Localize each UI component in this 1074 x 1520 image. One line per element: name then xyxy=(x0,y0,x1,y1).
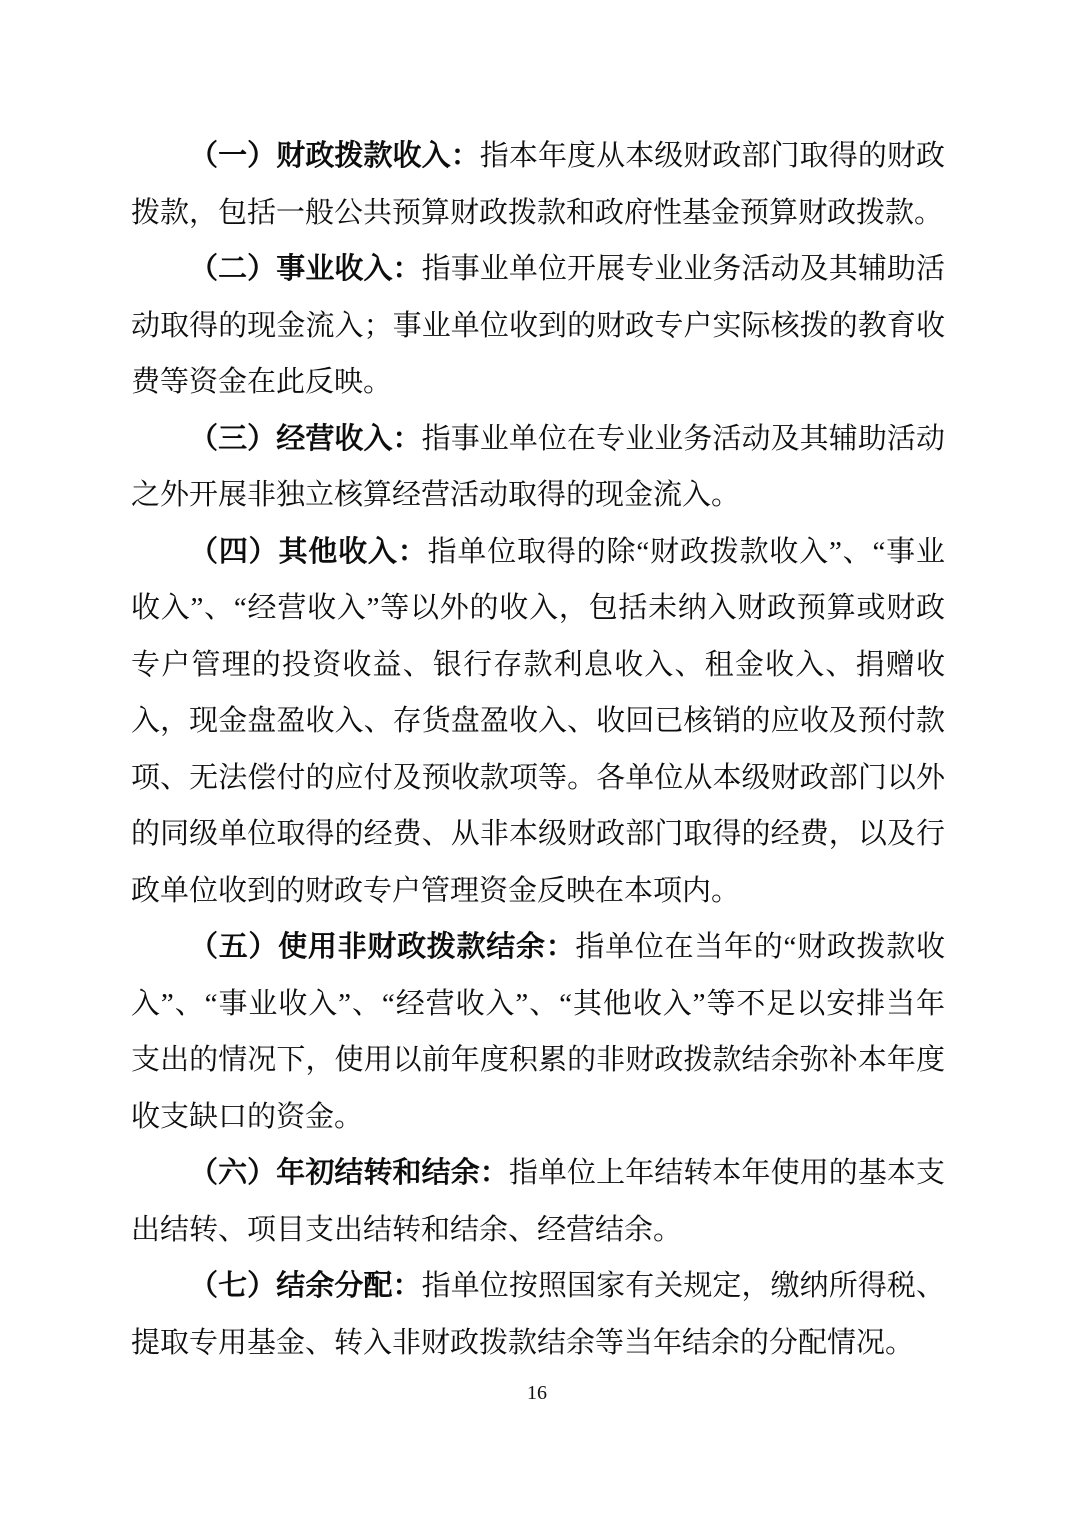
paragraph-4 xyxy=(131,524,945,920)
paragraph-text: 指事业单位开展专业业务活动及其辅助活动取得的现金流入；事业单位收到的财政专户实际核拨的教育收费等资金在此反映。 xyxy=(131,253,945,398)
paragraph-term: （七）结余分配： xyxy=(189,1270,422,1302)
paragraph-1 xyxy=(131,128,945,241)
paragraph-text: 指事业单位在专业业务活动及其辅助活动之外开展非独立核算经营活动取得的现金流入。 xyxy=(131,422,945,511)
paragraph-term: （一）财政拨款收入： xyxy=(189,140,480,172)
paragraph-6 xyxy=(131,1145,945,1258)
paragraph-text: 指单位按照国家有关规定，缴纳所得税、提取专用基金、转入非财政拨款结余等当年结余的分配情况。 xyxy=(131,1270,945,1359)
paragraph-text: 指本年度从本级财政部门取得的财政拨款，包括一般公共预算财政拨款和政府性基金预算财政拨款。 xyxy=(131,140,945,229)
paragraph-5 xyxy=(131,919,945,1145)
paragraph-term: （六）年初结转和结余： xyxy=(189,1157,509,1189)
paragraph-2 xyxy=(131,241,945,411)
paragraph-text: 指单位在当年的“财政拨款收入”、“事业收入”、“经营收入”、“其他收入”等不足以安排当年支出的情况下，使用以前年度积累的非财政拨款结余弥补本年度收支缺口的资金。 xyxy=(131,931,945,1133)
paragraph-text: 指单位取得的除“财政拨款收入”、“事业收入”、“经营收入”等以外的收入，包括未纳入财政预算或财政专户管理的投资收益、银行存款利息收入、租金收入、捐赠收入，现金盘盈收入、存货盘盈收入、收回已核销的应收及预付款项、无法偿付的应付及预收款项等。各单位从本级财政部门以外的同级单位取得的经费、从非本级财政部门取得的经费，以及行政单位收到的财政专户管理资金反映在本项内。 xyxy=(131,535,945,907)
paragraph-7 xyxy=(131,1258,945,1371)
paragraph-term: （四）其他收入： xyxy=(189,535,428,568)
paragraph-text: 指单位上年结转本年使用的基本支出结转、项目支出结转和结余、经营结余。 xyxy=(131,1157,945,1246)
document-body xyxy=(131,128,945,1371)
paragraph-3 xyxy=(131,411,945,524)
paragraph-term: （二）事业收入： xyxy=(189,253,422,285)
page-number: 16 xyxy=(527,1382,547,1404)
paragraph-term: （五）使用非财政拨款结余： xyxy=(189,931,576,963)
paragraph-term: （三）经营收入： xyxy=(189,422,422,455)
